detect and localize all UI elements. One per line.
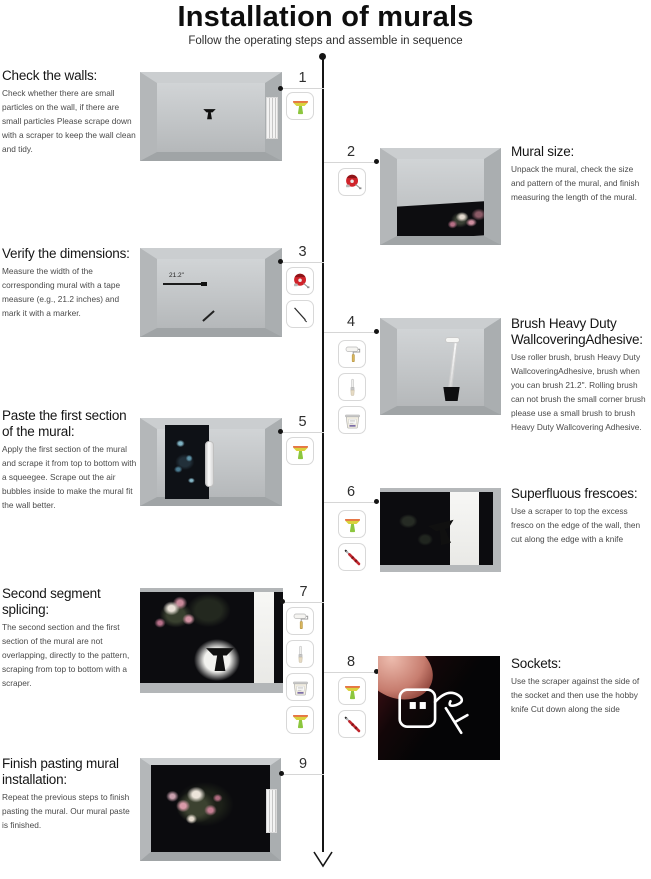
step-2-heading: Mural size: (511, 144, 575, 159)
step-1-heading: Check the walls: (2, 68, 98, 83)
step-3-text (2, 246, 138, 321)
step-6-tools (338, 510, 366, 571)
step-7-tools (286, 607, 314, 734)
page-title: Installation of murals (177, 1, 474, 33)
radiator (266, 789, 277, 833)
timeline (322, 57, 324, 852)
step-7-body: The second section and the first section of the mural are not overlapping, directly to the pattern, scraping from top to bottom with a scraper. (2, 621, 130, 688)
step-9-image (140, 758, 281, 861)
step-6-connector (324, 502, 378, 503)
step-9-text (2, 756, 138, 833)
step-5-number: 5 (298, 414, 307, 430)
step-4-tools (338, 340, 366, 434)
squeegee-icon (286, 437, 314, 465)
step-3-image (140, 248, 282, 337)
measurement-line (163, 283, 205, 285)
step-2-image (380, 148, 501, 245)
page-subtitle: Follow the operating steps and assemble in sequence (188, 35, 463, 47)
step-8-text (511, 656, 649, 717)
step-3-body: Measure the width of the corresponding mural with a tape measure (e.g., 21.2 inches) and mark it with a marker. (2, 265, 121, 318)
step-1-connector (281, 88, 324, 89)
radiator (266, 97, 278, 139)
step-6-image (380, 488, 501, 572)
step-1-number: 1 (298, 70, 307, 86)
step-8-heading: Sockets: (511, 656, 562, 671)
step-6-text (511, 486, 649, 547)
step-9-body: Repeat the previous steps to finish pasting the mural. Our mural paste is finished. (2, 791, 130, 830)
squeegee-icon (338, 510, 366, 538)
step-5-text (2, 408, 138, 513)
step-4-heading: Brush Heavy Duty WallcoveringAdhesive: (511, 316, 643, 347)
step-3-connector (281, 262, 324, 263)
step-2-body: Unpack the mural, check the size and pattern of the mural, and finish measuring the length of the mural. (511, 163, 640, 202)
step-1-image (140, 72, 282, 161)
step-9-heading: Finish pasting mural installation: (2, 756, 119, 787)
step-7-image (140, 588, 283, 693)
marker-pen-icon (286, 300, 314, 328)
hobby-knife-icon (338, 710, 366, 738)
step-1-dot (278, 86, 283, 91)
roller-brush-icon (286, 607, 314, 635)
adhesive-bucket (443, 387, 460, 401)
step-9-number: 9 (298, 756, 308, 772)
step-7-heading: Second segment splicing: (2, 586, 101, 617)
timeline-arrow-icon (312, 850, 334, 868)
step-6-heading: Superfluous frescoes: (511, 486, 638, 501)
step-7-text (2, 586, 138, 691)
flat-brush-icon (338, 373, 366, 401)
squeegee-silhouette (201, 105, 218, 122)
squeegee-icon (338, 677, 366, 705)
step-5-tools (286, 437, 314, 465)
step-2-tools (338, 168, 366, 196)
step-8-tools (338, 677, 366, 738)
step-7-number: 7 (299, 584, 308, 600)
roller-pole (448, 342, 458, 388)
step-3-tools (286, 267, 314, 328)
step-1-tools (286, 92, 314, 120)
tape-measure-icon (338, 168, 366, 196)
unrolled-mural (390, 201, 491, 241)
step-8-connector (324, 672, 378, 673)
squeegee-icon (286, 706, 314, 734)
step-4-connector (324, 332, 378, 333)
measurement-label: 21.2" (169, 272, 184, 279)
squeegee-icon (286, 92, 314, 120)
step-8-body: Use the scraper against the side of the socket and then use the hobby knife Cut down along the side (511, 675, 640, 714)
step-9-connector (282, 774, 324, 775)
step-5-connector (281, 432, 324, 433)
step-3-heading: Verify the dimensions: (2, 246, 130, 261)
roller-brush-icon (338, 340, 366, 368)
squeegee-silhouette (201, 639, 239, 677)
marker-stroke (202, 310, 214, 322)
first-mural-strip (165, 425, 209, 499)
timeline-start-dot (319, 53, 326, 60)
step-3-number: 3 (298, 244, 307, 260)
step-4-number: 4 (346, 314, 356, 330)
step-7-connector (283, 602, 324, 603)
tape-measure-icon (286, 267, 314, 295)
step-4-body: Use roller brush, brush Heavy Duty WallcoveringAdhesive, brush when you can brush 21.2". Rolling brush can not brush the small corner brush please use a small brush to brush Heavy Duty Wallcovering Adhesive. (511, 351, 646, 432)
step-8-number: 8 (346, 654, 356, 670)
socket-outline-drawing (392, 668, 492, 753)
finished-mural (151, 765, 270, 852)
step-4-text (511, 316, 649, 434)
next-mural-white-edge (254, 592, 274, 683)
hobby-knife-icon (338, 543, 366, 571)
adhesive-bucket-icon (338, 406, 366, 434)
step-6-body: Use a scraper to top the excess fresco on the edge of the wall, then cut along the edge with a knife (511, 505, 641, 544)
step-1-text (2, 68, 138, 157)
flat-brush-icon (286, 640, 314, 668)
step-8-image (378, 656, 500, 760)
step-5-heading: Paste the first section of the mural: (2, 408, 127, 439)
step-2-number: 2 (346, 144, 356, 160)
mural-roll (205, 441, 214, 487)
step-4-image (380, 318, 501, 415)
step-1-body: Check whether there are small particles on the wall, if there are small particles Please scrape down with a scraper to keep the wall clean and tidy. (2, 87, 136, 154)
step-5-image (140, 418, 282, 506)
adhesive-bucket-icon (286, 673, 314, 701)
step-2-text (511, 144, 649, 205)
step-6-number: 6 (346, 484, 356, 500)
step-5-body: Apply the first section of the mural and scrape it from top to bottom with a squeegee. Scrape out the air bubbles inside to make the mural fit the wall better. (2, 443, 137, 510)
step-2-connector (324, 162, 378, 163)
